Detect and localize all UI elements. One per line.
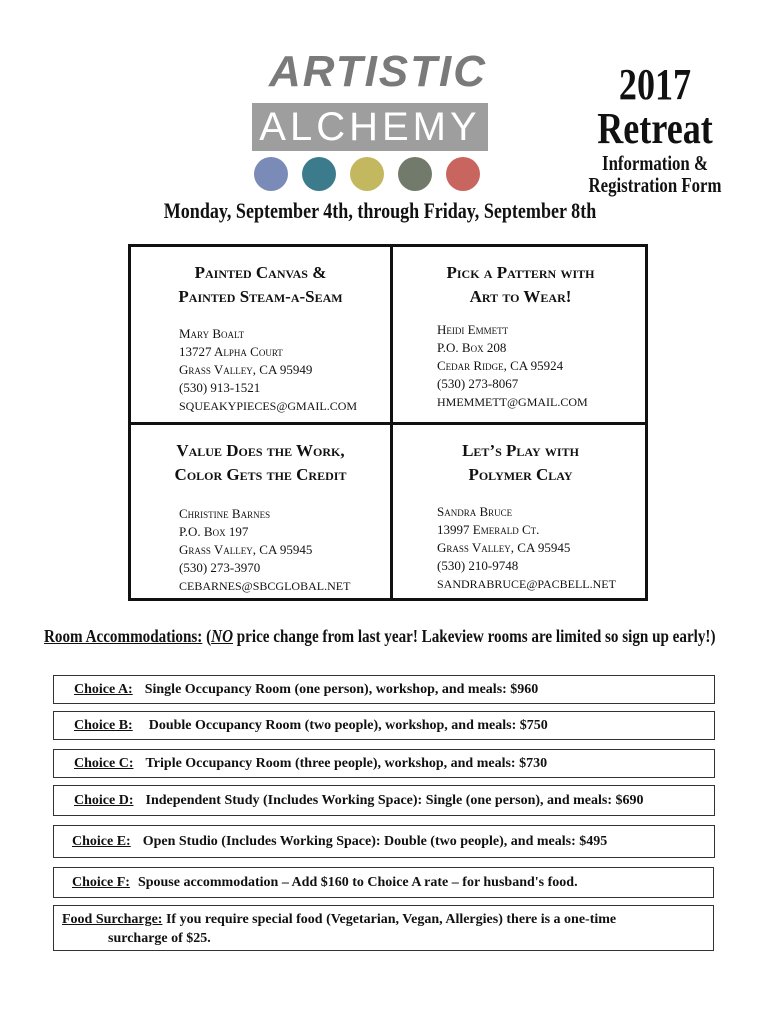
workshop-title-line2: Painted Steam-a-Seam [178,287,343,306]
instructor-city: Cedar Ridge, CA 95924 [437,358,564,373]
instructor-phone: (530) 273-8067 [437,376,519,391]
event-dates: Monday, September 4th, through Friday, September 8th [163,198,597,223]
instructor-city: Grass Valley, CA 95945 [179,542,313,557]
choice-text: Independent Study (Includes Working Space): Single (one person), and meals: $690 [145,792,644,808]
logo-dot-3 [350,157,384,191]
instructor-email: CEBARNES@SBCGLOBAL.NET [179,579,351,593]
choice-f-row [53,867,714,898]
choice-text: Triple Occupancy Room (three people), workshop, and meals: $730 [145,755,548,771]
choice-a-row [53,675,715,704]
instructor-address: P.O. Box 197 [179,524,249,539]
workshop-title-line1: Painted Canvas & [194,263,327,282]
grid-divider-horizontal [131,422,645,425]
choice-text: Open Studio (Includes Working Space): Double (two people), and meals: $495 [142,833,608,849]
choice-label: Choice A: [74,681,133,697]
choice-d-row [53,785,715,816]
workshop-title-line1: Pick a Pattern with [446,263,595,282]
workshop-cell-4 [393,439,648,593]
instructor-email: SANDRABRUCE@PACBELL.NET [437,577,616,591]
food-surcharge-box [53,905,714,951]
workshop-title-line2: Polymer Clay [468,465,573,484]
workshop-grid [128,244,648,601]
instructor-email: HMEMMETT@GMAIL.COM [437,395,588,409]
workshop-title-line2: Art to Wear! [469,287,572,306]
room-accommodations-heading [44,623,716,649]
event-title: Retreat [597,104,713,153]
logo-dot-1 [254,157,288,191]
room-heading-label: Room Accommodations: [44,626,203,646]
workshop-cell-3 [131,439,390,595]
workshop-title [393,261,648,309]
choice-e-row [53,825,715,858]
event-year: 2017 [618,60,692,109]
instructor-contact [179,505,390,595]
choice-label: Choice B: [74,717,133,733]
room-open-paren: ( [202,626,212,646]
instructor-phone: (530) 913-1521 [179,380,261,395]
instructor-name: Sandra Bruce [437,504,513,519]
choice-text: Spouse accommodation – Add $160 to Choice A rate – for husband's food. [137,874,578,890]
instructor-phone: (530) 210-9748 [437,558,519,573]
workshop-title [131,261,390,309]
workshop-cell-2 [393,261,648,411]
workshop-cell-1 [131,261,390,415]
logo-dot-4 [398,157,432,191]
instructor-address: 13997 Emerald Ct. [437,522,540,537]
workshop-title-line1: Let’s Play with [462,441,579,460]
instructor-address: P.O. Box 208 [437,340,507,355]
food-surcharge-label: Food Surcharge: [62,912,163,927]
form-subtitle [587,152,723,196]
food-surcharge-line2: surcharge of $25. [108,931,211,946]
workshop-title [393,439,648,487]
instructor-email: SQUEAKYPIECES@GMAIL.COM [179,399,358,413]
instructor-name: Christine Barnes [179,506,271,521]
room-note: price change from last year! Lakeview rooms are limited so sign up early!) [232,626,716,646]
choice-label: Choice C: [74,755,134,771]
workshop-title [131,439,390,487]
logo-wordmark: ARTISTIC [268,47,488,96]
choice-label: Choice D: [74,792,134,808]
choice-text: Single Occupancy Room (one person), workshop, and meals: $960 [144,681,539,697]
instructor-contact [437,503,648,593]
logo-dot-2 [302,157,336,191]
instructor-phone: (530) 273-3970 [179,560,261,575]
instructor-city: Grass Valley, CA 95949 [179,362,313,377]
instructor-contact [437,321,648,411]
form-subtitle-line2: Registration Form [588,173,722,197]
choice-text: Double Occupancy Room (two people), workshop, and meals: $750 [148,717,548,733]
instructor-city: Grass Valley, CA 95945 [437,540,571,555]
instructor-contact [179,325,390,415]
instructor-address: 13727 Alpha Court [179,344,283,359]
choice-c-row [53,749,715,778]
choice-label: Choice F: [72,874,130,890]
form-subtitle-line1: Information & [602,151,708,175]
choice-b-row [53,711,715,740]
instructor-name: Mary Boalt [179,326,245,341]
room-no-emphasis: NO [211,626,233,646]
food-surcharge-line1: If you require special food (Vegetarian, Vegan, Allergies) there is a one-time [162,912,617,927]
logo-band: ALCHEMY [252,103,488,151]
instructor-name: Heidi Emmett [437,322,509,337]
workshop-title-line1: Value Does the Work, [176,441,345,460]
workshop-title-line2: Color Gets the Credit [174,465,347,484]
choice-label: Choice E: [72,833,131,849]
logo-dot-5 [446,157,480,191]
